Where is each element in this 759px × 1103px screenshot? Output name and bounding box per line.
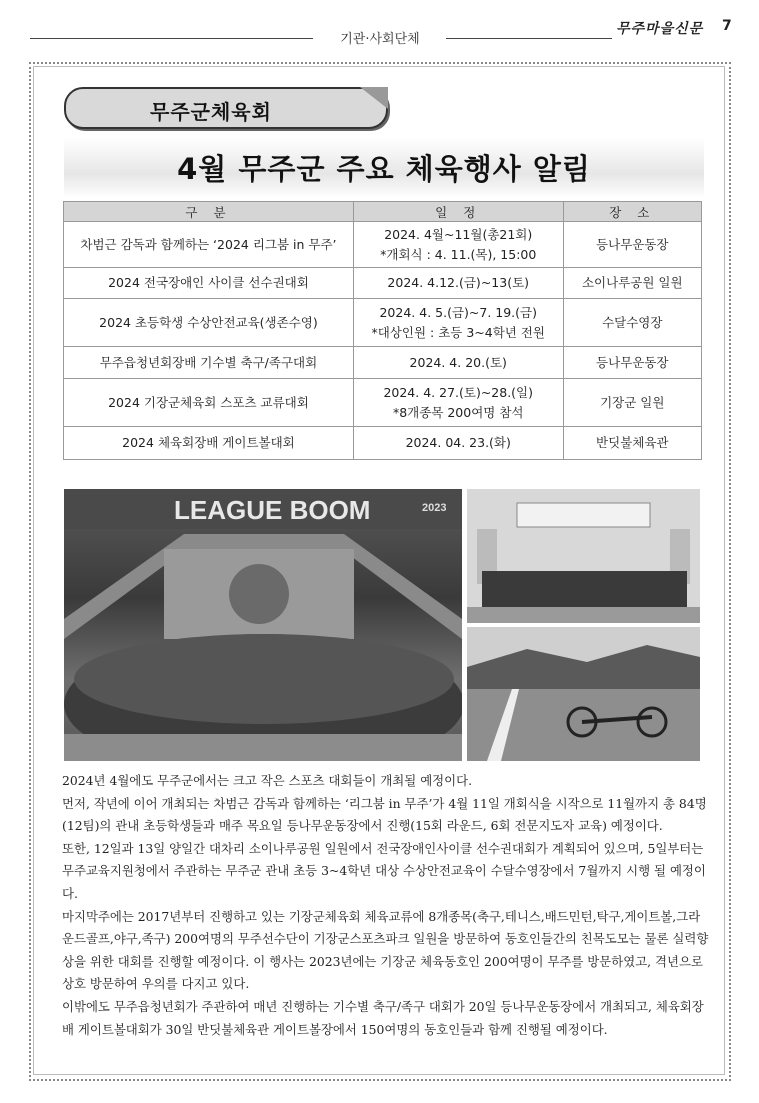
article-body <box>62 770 710 1041</box>
section-label: 기관·사회단체 <box>340 32 420 47</box>
handcycle-photo-illustration <box>467 627 700 761</box>
event-name: 2024 전국장애인 사이클 선수권대회 <box>64 268 354 299</box>
handcycle-race-photo <box>467 627 700 761</box>
article-paragraph: 먼저, 작년에 이어 개최되는 차범근 감독과 함께하는 ‘리그붐 in 무주’가 4월 11일 개회식을 시작으로 11월까지 총 84명(12팀)의 관내 초등학생들과 매주 목요일 등나무운동장에서 진행(15회 라운드, 6회 전문지도자 교육) 예정이다. <box>62 795 707 834</box>
table-row <box>64 427 702 460</box>
date-line: 2024. 4.12.(금)~13(토) <box>387 275 530 290</box>
league-year-text: 2023 <box>422 502 447 514</box>
ceremony-photo-illustration <box>467 489 700 623</box>
event-place: 반딧불체육관 <box>563 427 701 460</box>
newspaper-masthead: 무주마을신문 <box>616 21 704 37</box>
event-name: 차범근 감독과 함께하는 ‘2024 리그붐 in 무주’ <box>64 222 354 268</box>
organization-name: 무주군체육회 <box>150 100 272 124</box>
event-date <box>353 222 563 268</box>
table-row <box>64 222 702 268</box>
event-place: 수달수영장 <box>563 299 701 347</box>
table-row <box>64 268 702 299</box>
header-rule-right <box>446 38 612 39</box>
column-header-date: 일 정 <box>353 202 563 222</box>
ceremony-group-photo <box>467 489 700 623</box>
date-note: *8개종목 200여명 참석 <box>392 404 524 420</box>
date-line: 2024. 4월~11월(총21회) <box>384 226 533 242</box>
table-row <box>64 347 702 379</box>
event-place: 등나무운동장 <box>563 347 701 379</box>
group-photo-illustration <box>64 489 462 761</box>
event-place: 등나무운동장 <box>563 222 701 268</box>
date-line: 2024. 04. 23.(화) <box>405 435 511 450</box>
table-header-row <box>64 202 702 222</box>
article-paragraph: 이밖에도 무주읍청년회가 주관하여 매년 진행하는 기수별 축구/족구 대회가 20일 등나무운동장에서 개최되고, 체육회장배 게이트볼대회가 30일 반딧불체육관 게이트볼장에서 150여명의 동호인들과 함께 진행될 예정이다. <box>62 998 704 1037</box>
banner-fold-decoration <box>360 87 388 109</box>
event-place: 기장군 일원 <box>563 379 701 427</box>
league-banner-text: LEAGUE BOOM <box>174 495 371 525</box>
league-boom-group-photo <box>64 489 462 761</box>
page-number: 7 <box>722 18 732 34</box>
date-line: 2024. 4. 5.(금)~7. 19.(금) <box>379 304 537 320</box>
header-rule-left <box>30 38 313 39</box>
page-title: 4월 무주군 주요 체육행사 알림 <box>177 152 591 186</box>
date-line: 2024. 4. 27.(토)~28.(일) <box>383 384 533 400</box>
date-line: 2024. 4. 20.(토) <box>409 354 507 370</box>
table-row <box>64 379 702 427</box>
event-date <box>353 379 563 427</box>
date-note: *개회식 : 4. 11.(목), 15:00 <box>380 246 537 262</box>
event-date <box>353 427 563 460</box>
table-row <box>64 299 702 347</box>
article-paragraph: 또한, 12일과 13일 양일간 대차리 소이나루공원 일원에서 전국장애인사이클 선수권대회가 계획되어 있으며, 5일부터는 무주교육지원청에서 주관하는 무주군 관내 초등 3~4학년 대상 수상안전교육이 수달수영장에서 7월까지 시행 될 예정이다. <box>62 840 706 901</box>
events-table <box>63 201 702 460</box>
column-header-place: 장 소 <box>563 202 701 222</box>
event-date <box>353 268 563 299</box>
article-paragraph: 마지막주에는 2017년부터 진행하고 있는 기장군체육회 체육교류에 8개종목(축구,테니스,배드민턴,탁구,게이트볼,그라운드골프,야구,족구) 200여명의 무주선수단이 기장군스포츠파크 일원을 방문하여 동호인들간의 친목도모는 물론 실력향상을 위한 대회를 진행할 예정이다. 이 행사는 2023년에는 기장군 체육동호인 200여명이 무주를 방문하였고, 격년으로 상호 방문하여 우의를 다지고 있다. <box>62 908 709 992</box>
event-date <box>353 347 563 379</box>
event-date <box>353 299 563 347</box>
date-note: *대상인원 : 초등 3~4학년 전원 <box>371 324 545 340</box>
event-name: 2024 기장군체육회 스포츠 교류대회 <box>64 379 354 427</box>
event-name: 2024 초등학생 수상안전교육(생존수영) <box>64 299 354 347</box>
column-header-event: 구 분 <box>64 202 354 222</box>
event-name: 2024 체육회장배 게이트볼대회 <box>64 427 354 460</box>
event-place: 소이나루공원 일원 <box>563 268 701 299</box>
event-name: 무주읍청년회장배 기수별 축구/족구대회 <box>64 347 354 379</box>
article-paragraph: 2024년 4월에도 무주군에서는 크고 작은 스포츠 대회들이 개최될 예정이다. <box>62 773 473 788</box>
